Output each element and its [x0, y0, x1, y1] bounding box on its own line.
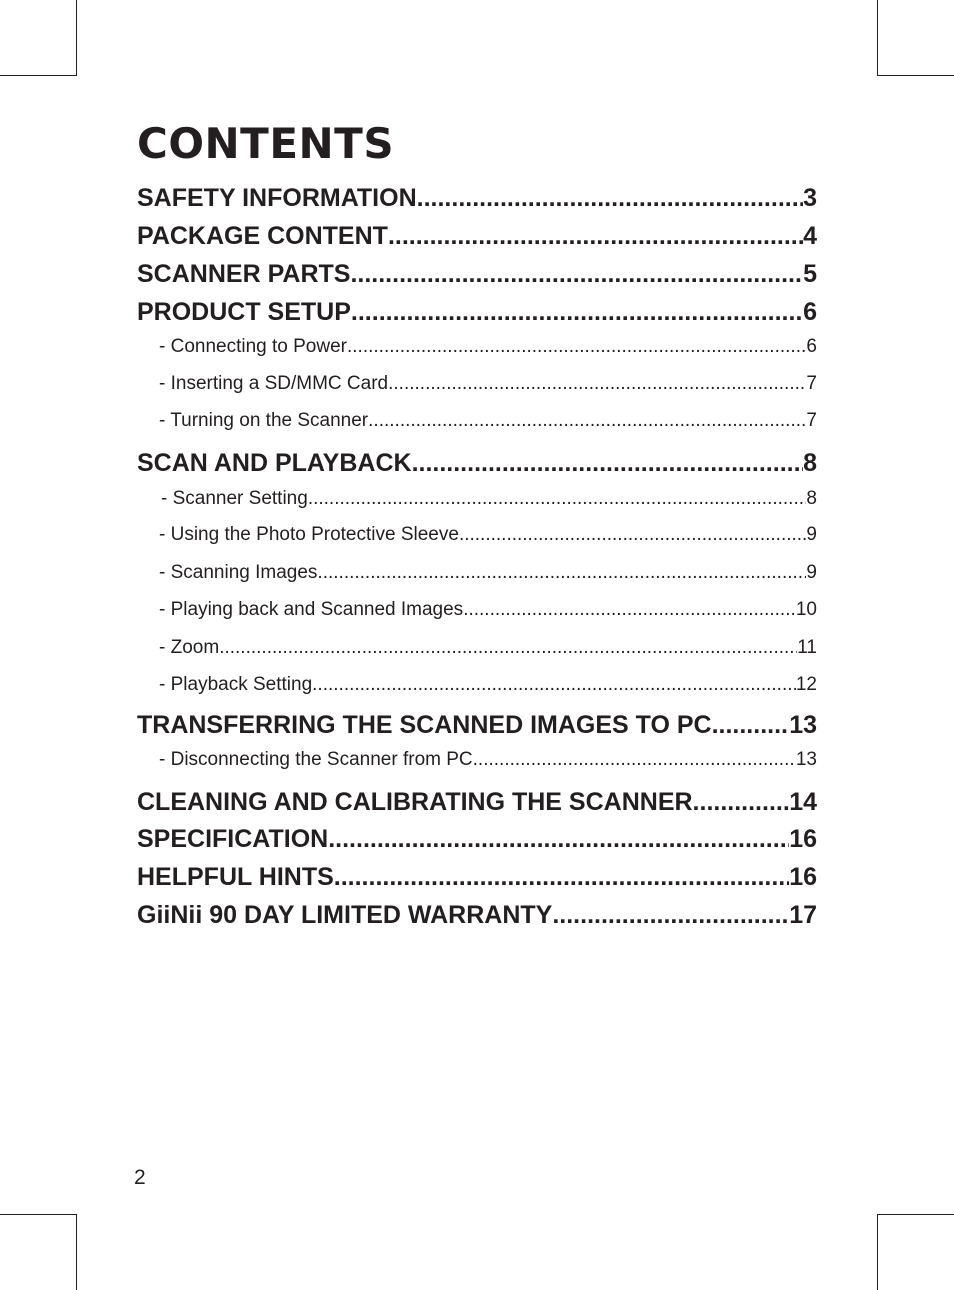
- toc-entry-label: HELPFUL HINTS: [137, 863, 334, 891]
- toc-entry-page: 17: [789, 901, 817, 929]
- toc-entry-label: CLEANING AND CALIBRATING THE SCANNER: [137, 788, 693, 816]
- toc-entry-label: - Connecting to Power: [159, 336, 347, 357]
- dot-leader: [347, 333, 806, 361]
- dot-leader: [328, 821, 789, 857]
- dot-leader: [463, 596, 796, 624]
- toc-entry-page: 7: [806, 373, 817, 394]
- toc-entry-label: TRANSFERRING THE SCANNED IMAGES TO PC: [137, 711, 712, 739]
- toc-entry-package-content[interactable]: [137, 218, 817, 254]
- crop-mark-top-left-vertical: [76, 0, 77, 76]
- toc-entry-zoom[interactable]: [159, 634, 817, 662]
- dot-leader: [712, 707, 790, 743]
- toc-entry-playback-setting[interactable]: [159, 671, 817, 699]
- dot-leader: [317, 559, 806, 587]
- toc-entry-cleaning-calibrating[interactable]: [137, 784, 817, 820]
- toc-entry-label: GiiNii 90 DAY LIMITED WARRANTY: [137, 901, 553, 929]
- dot-leader: [334, 859, 789, 895]
- dot-leader: [552, 897, 789, 933]
- dot-leader: [412, 445, 804, 481]
- toc-entry-transferring-images[interactable]: [137, 707, 817, 743]
- toc-entry-scanning-images[interactable]: [159, 559, 817, 587]
- toc-entry-page: 12: [795, 674, 817, 695]
- toc-entry-safety-information[interactable]: [137, 180, 817, 216]
- toc-entry-inserting-sd-card[interactable]: [159, 370, 817, 398]
- page-number: 2: [134, 1166, 146, 1189]
- toc-entry-label: PACKAGE CONTENT: [137, 222, 388, 250]
- toc-entry-page: 3: [803, 184, 817, 212]
- toc-entry-label: SCAN AND PLAYBACK: [137, 449, 412, 477]
- toc-entry-scanner-setting[interactable]: [161, 485, 817, 513]
- toc-entry-disconnecting-scanner[interactable]: [159, 746, 817, 774]
- toc-entry-page: 13: [789, 711, 817, 739]
- toc-entry-label: SAFETY INFORMATION: [137, 184, 417, 212]
- dot-leader: [351, 294, 803, 330]
- toc-entry-page: 14: [789, 788, 817, 816]
- toc-entry-helpful-hints[interactable]: [137, 859, 817, 895]
- dot-leader: [308, 485, 807, 513]
- toc-entry-label: - Playing back and Scanned Images: [159, 599, 464, 620]
- toc-entry-page: 8: [803, 449, 817, 477]
- crop-mark-bottom-right-horizontal: [877, 1214, 954, 1215]
- dot-leader: [459, 521, 806, 549]
- toc-entry-label: - Turning on the Scanner: [159, 410, 369, 431]
- toc-entry-label: - Disconnecting the Scanner from PC: [159, 749, 473, 770]
- toc-entry-product-setup[interactable]: [137, 294, 817, 330]
- toc-entry-label: SCANNER PARTS: [137, 260, 351, 288]
- dot-leader: [350, 256, 803, 292]
- toc-entry-page: 8: [806, 488, 817, 509]
- toc-entry-page: 7: [806, 410, 817, 431]
- toc-entry-page: 10: [795, 599, 817, 620]
- toc-entry-label: - Scanner Setting: [161, 488, 308, 509]
- crop-mark-bottom-right-vertical: [877, 1214, 878, 1290]
- crop-mark-bottom-left-vertical: [76, 1214, 77, 1290]
- toc-entry-label: - Playback Setting: [159, 674, 313, 695]
- crop-mark-top-right-vertical: [877, 0, 878, 76]
- dot-leader: [219, 634, 797, 662]
- toc-entry-page: 16: [789, 825, 817, 853]
- toc-entry-photo-protective-sleeve[interactable]: [159, 521, 817, 549]
- toc-entry-turning-on-scanner[interactable]: [159, 407, 817, 435]
- toc-entry-page: 11: [797, 637, 817, 658]
- crop-mark-top-right-horizontal: [877, 75, 954, 76]
- dot-leader: [388, 370, 806, 398]
- toc-entry-label: PRODUCT SETUP: [137, 298, 351, 326]
- toc-entry-scanner-parts[interactable]: [137, 256, 817, 292]
- dot-leader: [693, 784, 790, 820]
- toc-entry-page: 16: [789, 863, 817, 891]
- toc-entry-page: 9: [806, 562, 817, 583]
- page-title: CONTENTS: [137, 119, 395, 168]
- dot-leader: [473, 746, 796, 774]
- toc-entry-page: 6: [806, 336, 817, 357]
- toc-entry-label: - Using the Photo Protective Sleeve: [159, 524, 459, 545]
- dot-leader: [417, 180, 803, 216]
- toc-entry-page: 4: [803, 222, 817, 250]
- toc-entry-scan-and-playback[interactable]: [137, 445, 817, 481]
- toc-entry-page: 6: [803, 298, 817, 326]
- toc-entry-page: 9: [806, 524, 817, 545]
- toc-entry-page: 5: [803, 260, 817, 288]
- toc-entry-specification[interactable]: [137, 821, 817, 857]
- toc-entry-label: - Scanning Images: [159, 562, 318, 583]
- dot-leader: [368, 407, 806, 435]
- toc-entry-label: SPECIFICATION: [137, 825, 329, 853]
- toc-entry-playing-back-images[interactable]: [159, 596, 817, 624]
- toc-entry-page: 13: [795, 749, 817, 770]
- toc-entry-warranty[interactable]: [137, 897, 817, 933]
- dot-leader: [312, 671, 796, 699]
- toc-entry-connecting-to-power[interactable]: [159, 333, 817, 361]
- dot-leader: [388, 218, 803, 254]
- toc-entry-label: - Inserting a SD/MMC Card: [159, 373, 389, 394]
- crop-mark-top-left-horizontal: [0, 75, 77, 76]
- crop-mark-bottom-left-horizontal: [0, 1214, 77, 1215]
- toc-entry-label: - Zoom: [159, 637, 220, 658]
